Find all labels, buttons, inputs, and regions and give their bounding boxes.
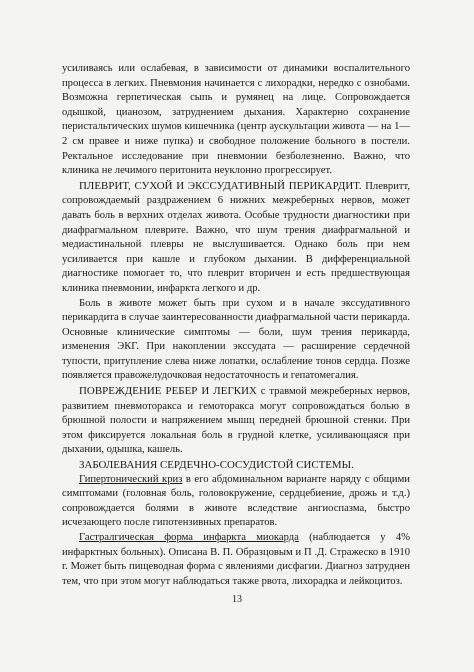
page-body	[62, 62, 410, 589]
paragraph-pleurisy-body: Плевритт, сопровождаемый раздражением 6 нижних межреберных нервов, может давать боль в верхних отделах живота. Особые трудности диагностики при диафрагмальном плеврите. Важно, что шум трения диафрагмальной и медиастинальной плевры не выслушивается. Однако боль при нем усиливается при кашле и глубоком дыхании. В дифференциальной диагностике помогает то, что плеврит вторичен и есть предшествующая клиника пневмонии, инфаркта легкого и др.	[62, 180, 410, 294]
underlined-term-hypertensive-crisis: Гипертонический криз	[79, 473, 183, 485]
paragraph-pleurisy	[62, 179, 410, 297]
paragraph-rib-injury	[62, 384, 410, 458]
paragraph-pericarditis: Боль в животе может быть при сухом и в начале экссудативного перикардита в случае заинтересованности диафрагмальной части перикарда. Основные клинические симптомы — боли, шум трения перикарда, изменения ЭКГ. При накоплении экссудата — расширение сердечной тупости, притупление слева ниже лопатки, ослабление тонов сердца. Позже появляется правожелудочковая недостаточность и гепатомегалия.	[62, 297, 410, 382]
inline-heading-rib-injury: ПОВРЕЖДЕНИЕ РЕБЕР И ЛЕГКИХ	[79, 385, 257, 398]
paragraph-gastralgic-infarction-body: (наблюдается у 4% инфарктных больных). Описана В. П. Образцовым и П .Д. Стражеско в 1910 г. Может быть пищеводная форма с явлениями дисфагии. Диагноз затруднен тем, что при этом могут наблюдаться также рвота, лихорадка и лейкоцитоз.	[62, 532, 410, 587]
paragraph-pneumonia-continuation: усиливаясь или ослабевая, в зависимости от динамики воспалительного процесса в легких. Пневмония начинается с лихорадки, нередко с ознобами. Возможна герпетическая сыпь и румянец на лице. Сопровождается одышкой, цианозом, затруднением дыхания. Характерно сохранение перистальтических шумов кишечника (центр аускультации живота — на 1—2 см правее и ниже пупка) и свободное положение больного в постели. Ректальное исследование при пневмонии безболезненно. Важно, что клиника не лечимого перитонита неуклонно прогрессирует.	[62, 63, 410, 177]
paragraph-rib-injury-body: с травмой межреберных нервов, развитием пневмоторакса и гемоторакса могут сопровождаться болью в брюшной полости и напряжением мышц передней брюшной стенки. При этом фиксируется локальная боль в грудной клетке, усиливающаяся при дыхании, одышка, кашель.	[62, 386, 410, 456]
paragraph-hypertensive-crisis	[62, 473, 410, 531]
section-title-cardiovascular: ЗАБОЛЕВАНИЯ СЕРДЕЧНО-СОСУДИСТОЙ СИСТЕМЫ.	[79, 459, 354, 472]
paragraph-hypertensive-crisis-body: в его абдоминальном варианте наряду с общими симптомами (головная боль, головокружение, сердцебиение, дрожь и т.д.) сопровождается болями в животе вследствие ангиоспазма, быстро исчезающего после гипотензивных препаратов.	[62, 473, 410, 529]
page-number: 13	[232, 594, 242, 605]
underlined-term-gastralgic-infarction: Гастралгическая форма инфаркта миокарда	[79, 532, 299, 543]
inline-heading-pleurisy: ПЛЕВРИТ, СУХОЙ И ЭКССУДАТИВНЫЙ ПЕРИКАРДИТ.	[79, 179, 362, 192]
paragraph-gastralgic-infarction	[62, 531, 410, 589]
